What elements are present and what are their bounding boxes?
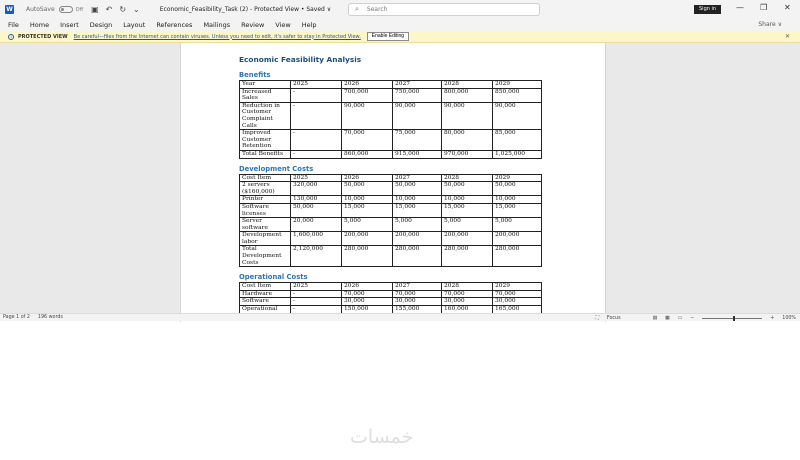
table-header-cell[interactable]: 2028 — [442, 174, 493, 182]
close-button[interactable]: ✕ — [784, 3, 791, 12]
table-cell[interactable]: 30,000 — [493, 298, 542, 306]
table-cell[interactable]: - — [291, 88, 342, 102]
table-cell[interactable]: 10,000 — [342, 196, 393, 204]
table-cell[interactable]: 165,000 — [493, 306, 542, 320]
document-canvas[interactable] — [0, 43, 800, 313]
tab-references[interactable]: References — [156, 21, 193, 29]
tab-view[interactable]: View — [275, 21, 291, 29]
table-row — [240, 150, 542, 158]
table-cell[interactable]: 90,000 — [393, 102, 442, 129]
row-label-cell[interactable]: Hardware — [240, 290, 291, 298]
focus-mode-label[interactable]: Focus — [606, 315, 621, 321]
table-cell[interactable]: 70,000 — [393, 290, 442, 298]
row-label-cell[interactable]: Printer — [240, 196, 291, 204]
table-cell[interactable]: 280,000 — [393, 246, 442, 267]
table-cell[interactable]: 850,000 — [493, 88, 542, 102]
table-cell[interactable]: 90,000 — [342, 102, 393, 129]
enable-editing-button[interactable]: Enable Editing — [367, 32, 409, 41]
benefits-heading: Benefits — [239, 71, 271, 79]
table-cell[interactable]: 50,000 — [342, 182, 393, 196]
table-row — [240, 102, 542, 129]
zoom-in-icon[interactable]: + — [770, 315, 775, 321]
autosave-toggle[interactable] — [59, 6, 73, 13]
web-layout-icon[interactable]: ▭ — [677, 315, 683, 321]
table-cell[interactable]: 860,000 — [342, 150, 393, 158]
table-cell[interactable]: 70,000 — [493, 290, 542, 298]
table-cell[interactable]: 280,000 — [442, 246, 493, 267]
sign-in-button[interactable]: Sign in — [694, 5, 721, 14]
table-header-cell[interactable]: 2026 — [342, 81, 393, 89]
table-row — [240, 203, 542, 217]
tab-home[interactable]: Home — [29, 21, 50, 29]
row-label-cell[interactable]: Server software — [240, 218, 291, 232]
table-row — [240, 130, 542, 151]
table-header-cell[interactable]: 2027 — [393, 174, 442, 182]
table-cell[interactable]: 15,000 — [342, 203, 393, 217]
table-header-cell[interactable]: 2029 — [493, 81, 542, 89]
table-cell[interactable]: 915,000 — [393, 150, 442, 158]
zoom-level[interactable]: 100% — [782, 315, 796, 321]
customize-toolbar-icon[interactable]: ⌄ — [133, 5, 140, 14]
row-label-cell[interactable]: Software — [240, 298, 291, 306]
table-cell[interactable]: 280,000 — [342, 246, 393, 267]
autosave-state: Off — [75, 6, 84, 13]
table-header-cell[interactable]: 2026 — [342, 174, 393, 182]
table-cell[interactable]: 5,000 — [342, 218, 393, 232]
table-cell[interactable]: 5,000 — [442, 218, 493, 232]
tab-insert[interactable]: Insert — [60, 21, 79, 29]
ribbon-tabs — [0, 19, 800, 31]
table-cell[interactable]: 280,000 — [493, 246, 542, 267]
document-title: Economic_Feasibility_Task (2) - Protected View • Saved ∨ — [159, 6, 332, 13]
table-cell[interactable]: 30,000 — [442, 298, 493, 306]
tab-help[interactable]: Help — [301, 21, 317, 29]
tab-layout[interactable]: Layout — [123, 21, 146, 29]
table-cell[interactable]: 90,000 — [493, 102, 542, 129]
table-header-cell[interactable]: 2029 — [493, 174, 542, 182]
share-button[interactable]: Share ∨ — [758, 21, 782, 28]
redo-icon[interactable]: ↻ — [119, 5, 127, 14]
table-cell[interactable]: 15,000 — [493, 203, 542, 217]
table-row — [240, 196, 542, 204]
table-cell[interactable]: - — [291, 298, 342, 306]
close-message-icon[interactable]: ✕ — [784, 33, 790, 40]
zoom-slider[interactable] — [702, 318, 762, 319]
search-placeholder: Search — [366, 6, 388, 13]
restore-button[interactable]: ❐ — [760, 3, 768, 12]
row-label-cell[interactable]: Total Development Costs — [240, 246, 291, 267]
tab-file[interactable]: File — [8, 21, 19, 29]
table-cell[interactable]: 90,000 — [442, 102, 493, 129]
development-costs-heading: Development Costs — [239, 164, 314, 173]
document-page[interactable] — [180, 43, 606, 323]
protected-view-title: PROTECTED VIEW — [18, 33, 68, 40]
table-cell[interactable]: 50,000 — [393, 182, 442, 196]
table-cell[interactable]: 2,120,000 — [291, 246, 342, 267]
table-row — [240, 218, 542, 232]
print-layout-icon[interactable]: ▦ — [665, 315, 670, 321]
table-cell[interactable]: 20,000 — [291, 218, 342, 232]
table-cell[interactable]: 200,000 — [342, 232, 393, 246]
table-cell[interactable]: - — [291, 290, 342, 298]
table-header-cell[interactable]: 2029 — [493, 283, 542, 291]
table-cell[interactable]: 800,000 — [442, 88, 493, 102]
tab-design[interactable]: Design — [89, 21, 113, 29]
development-costs-table — [239, 174, 542, 268]
table-cell[interactable]: 200,000 — [442, 232, 493, 246]
table-cell[interactable]: 750,000 — [393, 88, 442, 102]
info-icon: i — [8, 34, 14, 40]
table-row — [240, 182, 542, 196]
table-cell[interactable]: 10,000 — [442, 196, 493, 204]
table-header-row — [240, 174, 542, 182]
quick-access-toolbar — [91, 5, 140, 14]
table-header-cell[interactable]: Cost Item — [240, 174, 291, 182]
benefits-table — [239, 80, 542, 159]
row-label-cell[interactable]: Reduction in Customer Complaint Calls — [240, 102, 291, 129]
row-label-cell[interactable]: 2 servers ($160,000) — [240, 182, 291, 196]
table-cell[interactable]: 75,000 — [393, 130, 442, 151]
table-cell[interactable]: 30,000 — [393, 298, 442, 306]
page-count[interactable]: Page 1 of 2 — [3, 315, 30, 320]
table-cell[interactable]: 70,000 — [442, 290, 493, 298]
table-header-cell[interactable]: 2027 — [393, 81, 442, 89]
status-bar-right — [596, 314, 796, 322]
undo-icon[interactable]: ↶ — [105, 5, 113, 14]
read-mode-icon[interactable]: ▤ — [652, 315, 658, 321]
table-header-cell[interactable]: 2025 — [291, 174, 342, 182]
table-cell[interactable]: 1,025,000 — [493, 150, 542, 158]
table-cell[interactable]: 1,600,000 — [291, 232, 342, 246]
table-cell[interactable]: 200,000 — [393, 232, 442, 246]
status-bar — [0, 313, 800, 321]
search-box[interactable] — [348, 3, 540, 16]
table-cell[interactable]: - — [291, 102, 342, 129]
table-row — [240, 88, 542, 102]
row-label-cell[interactable]: Improved Customer Retention — [240, 130, 291, 151]
row-label-cell[interactable]: Total Benefits — [240, 150, 291, 158]
protected-view-message[interactable]: Be careful—files from the Internet can contain viruses. Unless you need to edit, it's safer to stay in Protected View. — [73, 33, 361, 40]
row-label-cell[interactable]: Increased Sales — [240, 88, 291, 102]
table-header-cell[interactable]: 2025 — [291, 81, 342, 89]
operational-costs-heading: Operational Costs — [239, 273, 308, 282]
table-cell[interactable]: 70,000 — [342, 130, 393, 151]
table-cell[interactable]: 5,000 — [493, 218, 542, 232]
table-row — [240, 290, 542, 298]
table-header-row — [240, 81, 542, 89]
table-cell[interactable]: - — [291, 306, 342, 320]
table-cell[interactable]: 700,000 — [342, 88, 393, 102]
table-cell[interactable]: 155,000 — [393, 306, 442, 320]
table-cell[interactable]: - — [291, 130, 342, 151]
table-cell[interactable]: 200,000 — [493, 232, 542, 246]
table-row — [240, 298, 542, 306]
table-row — [240, 246, 542, 267]
table-header-cell[interactable]: Year — [240, 81, 291, 89]
table-cell[interactable]: 10,000 — [493, 196, 542, 204]
table-cell[interactable]: 50,000 — [291, 203, 342, 217]
word-count[interactable]: 196 words — [37, 315, 63, 320]
document-title-heading: Economic Feasibility Analysis — [239, 55, 362, 64]
table-header-cell[interactable]: 2028 — [442, 283, 493, 291]
table-cell[interactable]: 80,000 — [442, 130, 493, 151]
table-cell[interactable]: 5,000 — [393, 218, 442, 232]
row-label-cell[interactable]: Software licenses — [240, 203, 291, 217]
table-header-cell[interactable]: 2026 — [342, 283, 393, 291]
watermark-logo: خمسات — [350, 426, 414, 448]
table-header-row — [240, 283, 542, 291]
table-cell[interactable]: 15,000 — [393, 203, 442, 217]
tab-review[interactable]: Review — [241, 21, 265, 29]
table-cell[interactable]: 85,000 — [493, 130, 542, 151]
table-cell[interactable]: 150,000 — [342, 306, 393, 320]
table-cell[interactable]: 130,000 — [291, 196, 342, 204]
autosave-label: AutoSave — [26, 6, 55, 13]
table-cell[interactable]: 50,000 — [493, 182, 542, 196]
table-header-cell[interactable]: Cost Item — [240, 283, 291, 291]
table-cell[interactable]: - — [291, 150, 342, 158]
protected-view-bar — [0, 31, 800, 43]
zoom-slider-thumb[interactable] — [733, 316, 735, 321]
row-label-cell[interactable]: Development labor — [240, 232, 291, 246]
table-header-cell[interactable]: 2025 — [291, 283, 342, 291]
minimize-button[interactable]: — — [736, 3, 744, 12]
row-label-cell[interactable]: Operational — [240, 306, 291, 320]
table-cell[interactable]: 10,000 — [393, 196, 442, 204]
word-app-icon: W — [6, 6, 13, 13]
search-icon: ⌕ — [355, 5, 359, 13]
document-body — [239, 55, 549, 324]
focus-mode-icon[interactable]: ⛶ — [595, 316, 599, 321]
tab-mailings[interactable]: Mailings — [203, 21, 231, 29]
table-cell[interactable]: 15,000 — [442, 203, 493, 217]
table-row — [240, 232, 542, 246]
zoom-out-icon[interactable]: − — [690, 315, 695, 321]
table-cell[interactable]: 160,000 — [442, 306, 493, 320]
table-header-cell[interactable]: 2028 — [442, 81, 493, 89]
table-cell[interactable]: 30,000 — [342, 298, 393, 306]
table-cell[interactable]: 970,000 — [442, 150, 493, 158]
save-icon[interactable]: ▣ — [91, 5, 99, 14]
table-cell[interactable]: 70,000 — [342, 290, 393, 298]
table-cell[interactable]: 50,000 — [442, 182, 493, 196]
table-header-cell[interactable]: 2027 — [393, 283, 442, 291]
table-cell[interactable]: 320,000 — [291, 182, 342, 196]
